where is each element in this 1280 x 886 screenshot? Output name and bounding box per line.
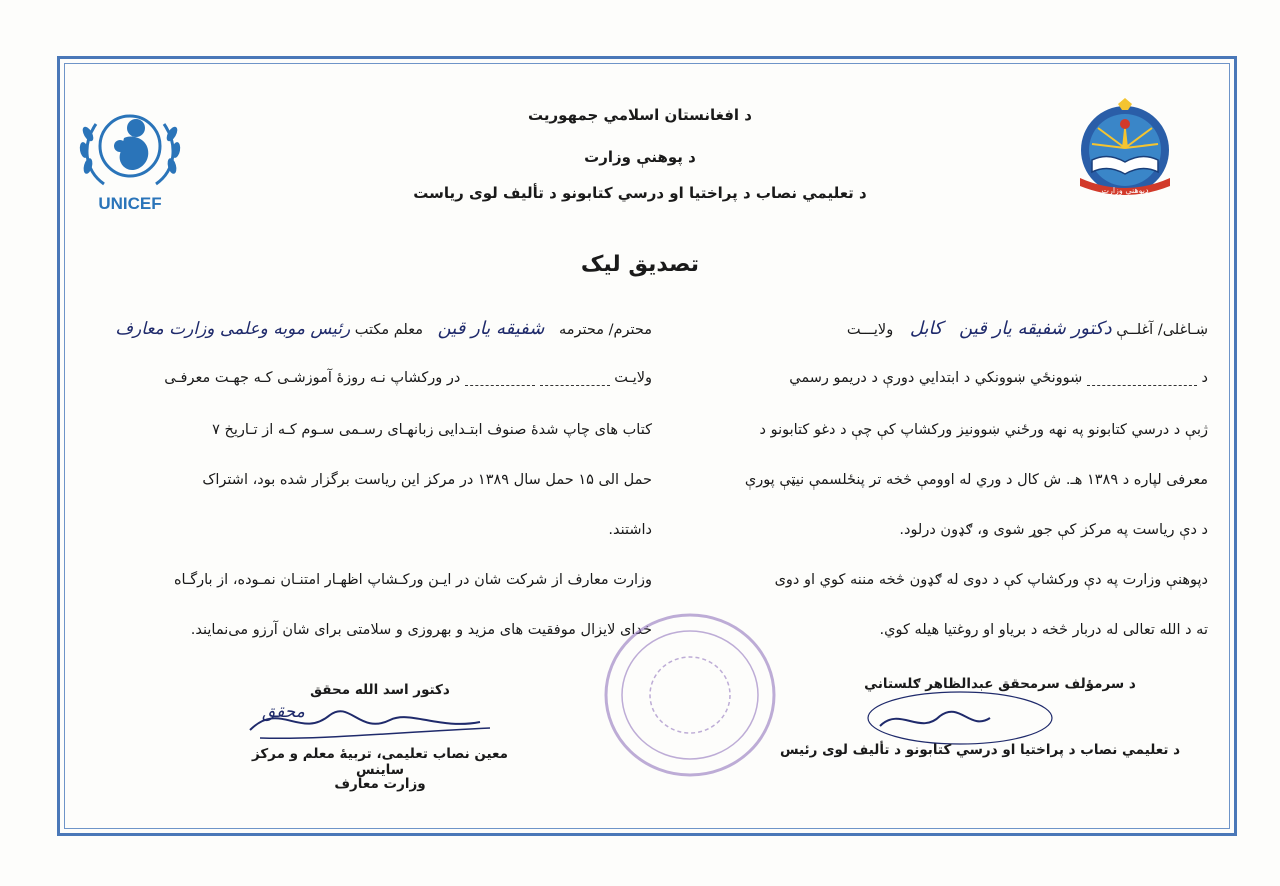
right-province-label: ولايـــت [846,322,894,338]
left-signatory-title: معين نصاب تعليمی، تربيۀ معلم و مرکز ساينس [251,746,509,778]
right-province: کابل [909,318,943,339]
header-line-2: د پوهنې وزارت [584,148,696,166]
right-recipient-name: دکتور شفيقه يار قين [959,318,1112,339]
unicef-wordmark: UNICEF [98,194,162,213]
left-signature-handwriting: محقق [262,702,305,722]
right-school-blank [1087,371,1197,386]
header-line-1: د افغانستان اسلامي جمهوريت [528,106,752,124]
signature-loop-icon [860,686,1060,746]
seal-label: دپوهنې وزارت [1101,186,1149,195]
right-salutation: ښـاغلی/ آغلــې [1116,322,1208,338]
official-stamp [600,610,780,784]
unicef-logo [74,104,186,216]
right-line-2-text: ښوونځي ښوونکي د ابتدايي دورې د دريمو رسمي [789,370,1083,386]
left-salutation: محترم/ محترمه [558,322,652,338]
left-province-label: ولايـت [614,370,652,386]
left-line-5: داشتند. [608,522,652,538]
right-line-2 [789,370,1208,386]
certificate-title: تصديق ليک [580,252,700,277]
left-line-2 [164,370,652,386]
left-province-blank [540,371,610,386]
left-line-2-text: در ورکشاپ نـه روزۀ آموزشـی کـه جهـت معرفـی [164,370,461,386]
stamp-icon [600,610,780,780]
right-signatory-title: د تعليمي نصاب د پراختيا او درسي کتابونو د تألیف لوی رئيس [779,742,1181,758]
left-signatory-name: دکتور اسد الله محقق [310,682,450,698]
ministry-of-education-seal [1070,98,1180,208]
right-line-7: ته د الله تعالی له دربار څخه د برياو او روغتيا هيله کوي. [879,622,1208,638]
left-line-1 [115,318,652,339]
left-signature [240,690,500,754]
right-signatory-name: د سرمؤلف سرمحقق عبدالظاهر ګلستاني [864,676,1136,692]
right-line-4: معرفی لپاره د ۱۳۸۹ هـ. ش کال د وري له اوومې څخه تر پنځلسمې نيټې پورې [744,472,1208,488]
header-line-3: د تعليمي نصاب د پراختيا او درسي کتابونو د تألیف لوی رياست [413,184,867,202]
left-school-blank [465,371,535,386]
left-recipient-name: شفيقه يار قين [437,318,545,339]
left-line-7: خدای لايزال موفقيت های مزيد و بهروزی و سلامتی برای شان آرزو می‌نمايند. [190,622,652,638]
left-line-3: کتاب های چاپ شدۀ صنوف ابتـدايی زبانهـای رسـمی سـوم کـه از تـاريخ ۷ [212,422,652,438]
left-signatory-org: وزارت معارف [334,776,426,792]
right-line-1 [847,318,1208,339]
right-line-2-prefix: د [1201,370,1208,386]
left-role: رئيس موبه وعلمی وزارت معارف [115,319,351,339]
left-line-4: حمل الی ۱۵ حمل سال ۱۳۸۹ در مرکز اين رياست برگزار شده بود، اشتراک [202,472,652,488]
right-signature [860,686,1060,750]
right-line-6: دپوهنې وزارت په دې ورکشاپ کې د دوی له ګډون څخه مننه کوي او دوی [774,572,1208,588]
right-line-3: ژبې د درسي کتابونو په نهه ورځني ښوونيز ورکشاپ کې چې د دغو کتابونو د [759,422,1208,438]
left-line-6: وزارت معارف از شرکت شان در ايـن ورکـشاپ اظهـار امتنـان نمـوده، از بارگـاه [173,572,652,588]
left-role-label: معلم مکتب [354,322,423,338]
right-line-5: د دې رياست په مرکز کې جوړ شوی و، ګډون درلود. [899,522,1208,538]
